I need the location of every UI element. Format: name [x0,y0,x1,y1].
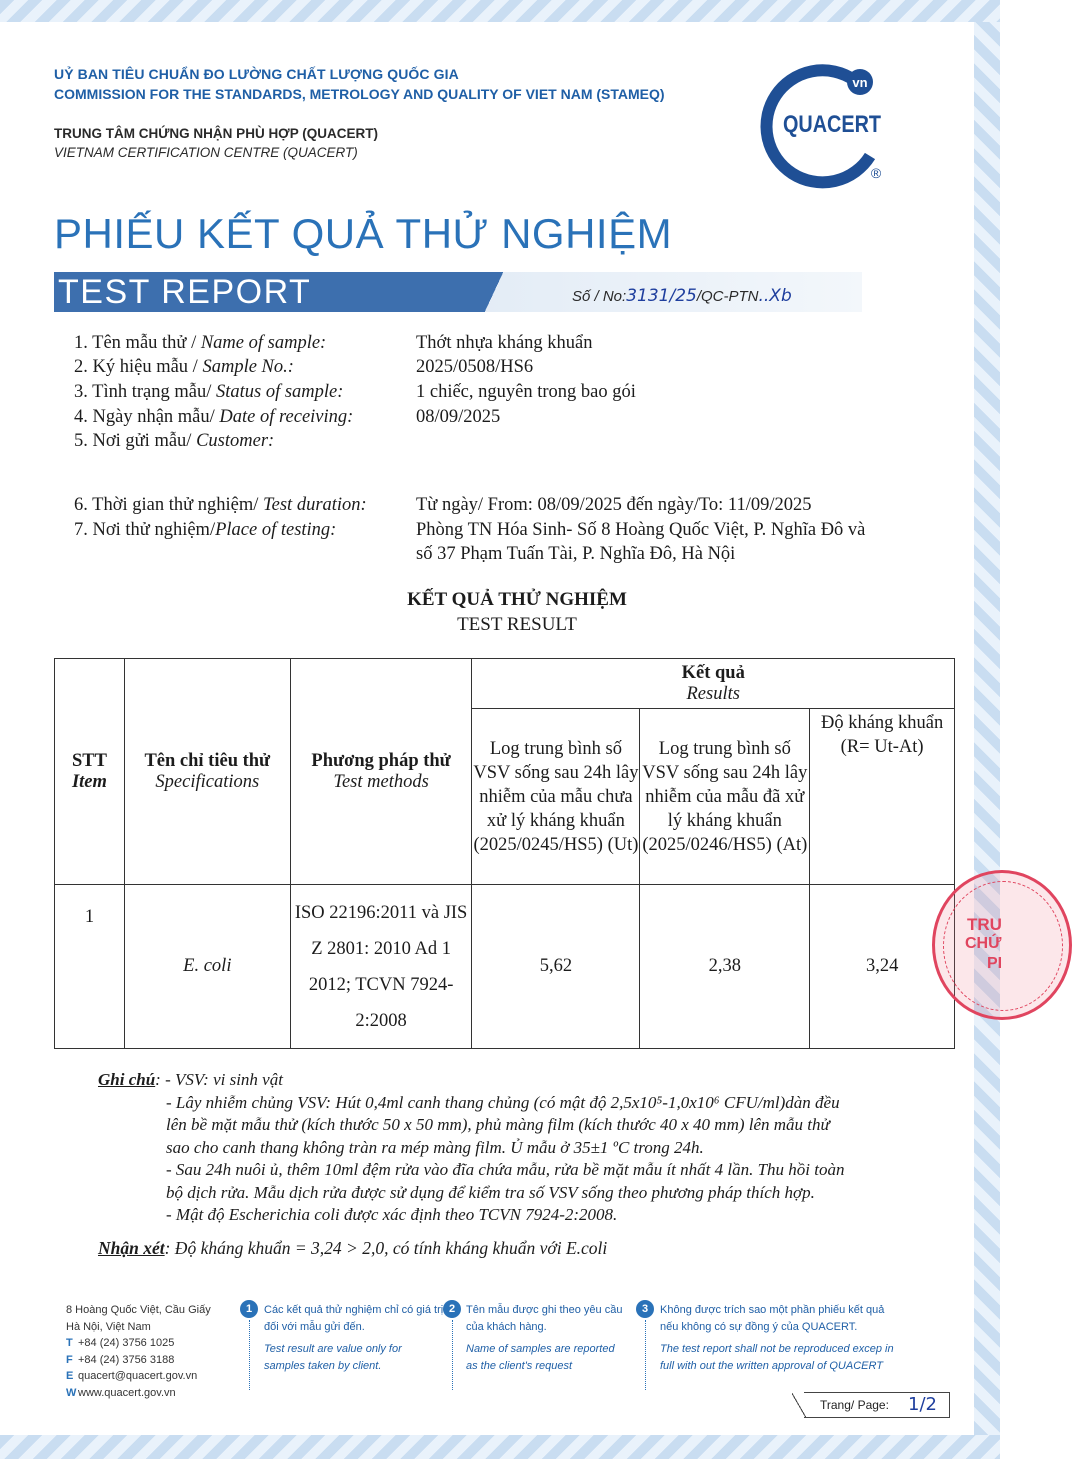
footer-address [66,1302,211,1401]
result-title-vn: KẾT QUẢ THỬ NGHIỆM [407,589,627,610]
header-stt: STT Item [55,659,125,885]
footer-note-number-1: 1 [240,1300,258,1318]
header-at: Log trung bình số VSV sống sau 24h lây nhiễm của mẫu đã xử lý kháng khuẩn (2025/0246/HS5) (At) [640,709,810,885]
decorative-border-top [0,0,1000,22]
footer-note-number-2: 2 [443,1300,461,1318]
footer-note-2: Tên mẫu được ghi theo yêu cầu của khách hàng. Name of samples are reported as the client's request [466,1304,623,1372]
header-results: Kết quả Results [472,659,955,709]
info-label: 1. Tên mẫu thử / Name of sample: [74,333,327,353]
stamp-text-1: TRU [967,915,1002,934]
info-value: 2025/0508/HS6 [416,357,534,377]
footer-fax: F +84 (24) 3756 3188 [66,1353,175,1366]
footer-note-1: Các kết quả thử nghiệm chỉ có giá trị đối với mẫu gửi đến. Test result are value only for samples taken by client. [264,1304,444,1372]
header-method: Phương pháp thử Test methods [290,659,472,885]
footer-divider [452,1320,453,1390]
info-value-line2: số 37 Phạm Tuấn Tài, P. Nghĩa Đô, Hà Nội [416,544,736,564]
header-r: Độ kháng khuẩn (R= Ut-At) [810,709,955,885]
address-line: Hà Nội, Việt Nam [66,1320,151,1333]
notes-line: lên bề mặt mẫu thử (kích thước 50 x 50 mm), phủ màng film (kích thước 40 x 40 mm) lên mẫu thử [166,1115,830,1134]
header-ut: Log trung bình số VSV sống sau 24h lây nhiễm của mẫu chưa xử lý kháng khuẩn (2025/0245/HS5) (Ut) [472,709,640,885]
footer-note-number-3: 3 [636,1300,654,1318]
table-row [55,885,955,1049]
info-value: Phòng TN Hóa Sinh- Số 8 Hoàng Quốc Việt, P. Nghĩa Đô và [416,520,866,540]
result-table [54,658,955,1049]
footer-divider [249,1320,250,1390]
quacert-logo [762,58,892,188]
info-value: Từ ngày/ From: 08/09/2025 đến ngày/To: 11/09/2025 [416,495,812,515]
notes-line: bộ dịch rửa. Mẫu dịch rửa được sử dụng để kiểm tra số VSV sống theo phương pháp thích hợp. [166,1182,815,1202]
info-label: 3. Tình trạng mẫu/ Status of sample: [74,382,344,402]
page-label: Trang/ Page: [820,1398,889,1412]
info-label: 2. Ký hiệu mẫu / Sample No.: [74,357,294,377]
info-label: 7. Nơi thử nghiệm/Place of testing: [74,520,337,540]
notes-line: - Sau 24h nuôi ủ, thêm 10ml đệm rửa vào đĩa chứa mẫu, rửa bề mặt mẫu ít nhất 4 lần. Thu hồi toàn [166,1160,845,1179]
logo-text: QUACERT [783,111,882,138]
stamp-ring [943,881,1063,1011]
decorative-border-bottom [0,1435,1000,1459]
footer-email: E quacert@quacert.gov.vn [66,1370,198,1382]
stamp-text-3: PI [987,955,1003,972]
logo-sup-text: vn [852,75,868,90]
cell-r: 3,24 [810,885,955,1049]
result-title-en: TEST RESULT [457,614,577,635]
page-indicator [804,1392,950,1418]
cell-at: 2,38 [640,885,810,1049]
remark-label: Nhận xét [98,1238,165,1258]
report-number-suffix: /QC-PTN [696,288,759,305]
org-name-en: COMMISSION FOR THE STANDARDS, METROLOGY AND QUALITY OF VIET NAM (STAMEQ) [54,86,665,102]
report-title-vn: PHIẾU KẾT QUẢ THỬ NGHIỆM [54,210,673,257]
logo-registered-mark: ® [870,165,882,181]
report-title-en: TEST REPORT [58,273,312,311]
header-specification: Tên chỉ tiêu thử Specifications [124,659,290,885]
centre-name-vn: TRUNG TÂM CHỨNG NHẬN PHÙ HỢP (QUACERT) [54,126,378,141]
report-number-value: 3131/25 [626,286,697,306]
report-number-label: Số / No: [572,288,627,305]
decorative-border-right [974,22,1003,1435]
footer-web: W www.quacert.gov.vn [66,1386,176,1399]
notes-line: - Mật độ Escherichia coli được xác định theo TCVN 7924-2:2008. [166,1205,618,1224]
notes-label: Ghi chú [98,1070,156,1089]
info-label: 4. Ngày nhận mẫu/ Date of receiving: [74,407,354,427]
cell-specification: E. coli [124,885,290,1049]
notes-block [98,1069,943,1227]
cell-method: ISO 22196:2011 và JIS Z 2801: 2010 Ad 1 2012; TCVN 7924-2:2008 [290,885,472,1049]
org-name-vn: UỶ BAN TIÊU CHUẨN ĐO LƯỜNG CHẤT LƯỢNG QUỐC GIA [54,66,459,82]
address-line: 8 Hoàng Quốc Việt, Cầu Giấy [66,1304,211,1316]
centre-name-en: VIETNAM CERTIFICATION CENTRE (QUACERT) [54,145,358,160]
info-label: 5. Nơi gửi mẫu/ Customer: [74,431,275,451]
info-value: Thớt nhựa kháng khuẩn [416,333,593,353]
notes-line: sao cho canh thang không tràn ra mép màng film. Ủ mẫu ở 35±1 ºC trong 24h. [166,1137,704,1157]
report-number [572,286,792,306]
cell-ut: 5,62 [472,885,640,1049]
cell-stt: 1 [55,885,125,1049]
page-value: 1/2 [908,1394,937,1415]
footer-tel: T +84 (24) 3756 1025 [66,1337,175,1349]
notes-line: : - VSV: vi sinh vật [155,1070,283,1089]
info-value: 08/09/2025 [416,407,501,427]
remark [98,1238,607,1259]
footer-note-3: Không được trích sao một phần phiếu kết quả nếu không có sự đồng ý của QUACERT. The test report shall not be reproduced excep in full with out the written approval of QUACERT [660,1304,894,1372]
remark-text: : Độ kháng khuẩn = 3,24 > 2,0, có tính kháng khuẩn với E.coli [164,1238,608,1258]
notes-line: - Lây nhiễm chủng VSV: Hút 0,4ml canh thang chủng (có mật độ 2,5x10⁵-1,0x10⁶ CFU/ml)dàn đều [166,1092,840,1112]
info-value: 1 chiếc, nguyên trong bao gói [416,382,636,402]
info-label: 6. Thời gian thử nghiệm/ Test duration: [74,495,367,515]
footer-divider [645,1320,646,1390]
red-seal-stamp [932,870,1072,1020]
report-number-initials: ..Xb [758,286,792,306]
stamp-text-2: CHỨ [965,935,1002,952]
